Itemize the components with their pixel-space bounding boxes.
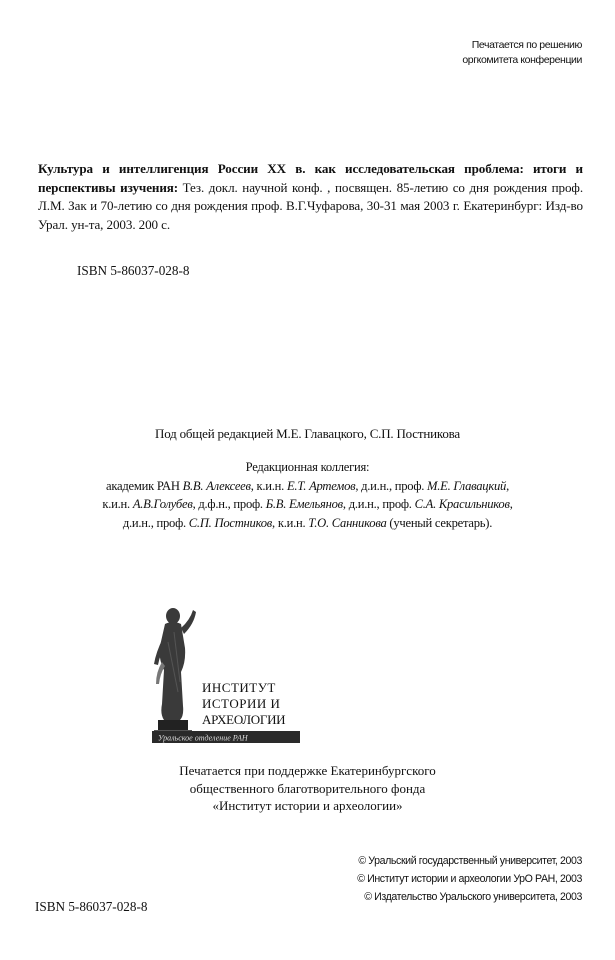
editorial-board — [0, 458, 615, 532]
support-line-1: Печатается при поддержке Екатеринбургского — [179, 763, 436, 778]
bibliographic-description — [38, 160, 583, 234]
copyright-block — [357, 852, 582, 906]
logo-text-line-3: АРХЕОЛОГИИ — [202, 712, 286, 727]
general-editors: Под общей редакцией М.Е. Главацкого, С.П. Постникова — [155, 426, 460, 441]
editorial-board-line-1: академик РАН В.В. Алексеев, к.и.н. Е.Т. Артемов, д.и.н., проф. М.Е. Главацкий, — [106, 478, 509, 493]
logo-band-text: Уральское отделение РАН — [158, 733, 248, 743]
support-note — [0, 762, 615, 815]
editorial-board-line-3: д.и.н., проф. С.П. Постников, к.и.н. Т.О. Санникова (ученый секретарь). — [122, 515, 493, 530]
book-title: Культура и интеллигенция России XX в. как исследовательская проблема: итоги и перспективы изучения: — [38, 161, 583, 195]
editorial-board-line-2: к.и.н. А.В.Голубев, д.ф.н., проф. Б.В. Емельянов, д.и.н., проф. С.А. Красильников, — [102, 497, 513, 512]
copyright-line: © Издательство Уральского университета, 2003 — [364, 891, 582, 903]
copyright-line: © Институт истории и археологии УрО РАН, 2003 — [357, 873, 582, 885]
institute-logo — [150, 602, 302, 745]
logo-text-line-1: ИНСТИТУТ — [202, 680, 276, 695]
approval-note — [462, 38, 582, 68]
editorial-board-heading: Редакционная коллегия: — [245, 460, 370, 474]
isbn-bottom: ISBN 5-86037-028-8 — [35, 899, 148, 914]
isbn-top: ISBN 5-86037-028-8 — [77, 263, 190, 278]
approval-note-line-1: Печатается по решению — [471, 39, 582, 51]
copyright-line: © Уральский государственный университет, 2003 — [358, 855, 582, 867]
support-line-3: «Институт истории и археологии» — [212, 798, 403, 813]
logo-text-line-2: ИСТОРИИ И — [202, 696, 281, 711]
support-line-2: общественного благотворительного фонда — [189, 780, 426, 796]
bibliographic-details: Тез. докл. научной конф. , посвящен. 85-летию со дня рождения проф. Л.М. Зак и 70-летию со дня рождения проф. В.Г.Чуфарова, 30-31 мая 2003 г. Екатеринбург: Изд-во Урал. ун-та, 2003. 200 с. — [38, 179, 583, 232]
approval-note-line-2: оргкомитета конференции — [462, 54, 582, 66]
statue-figure-icon — [150, 604, 202, 736]
